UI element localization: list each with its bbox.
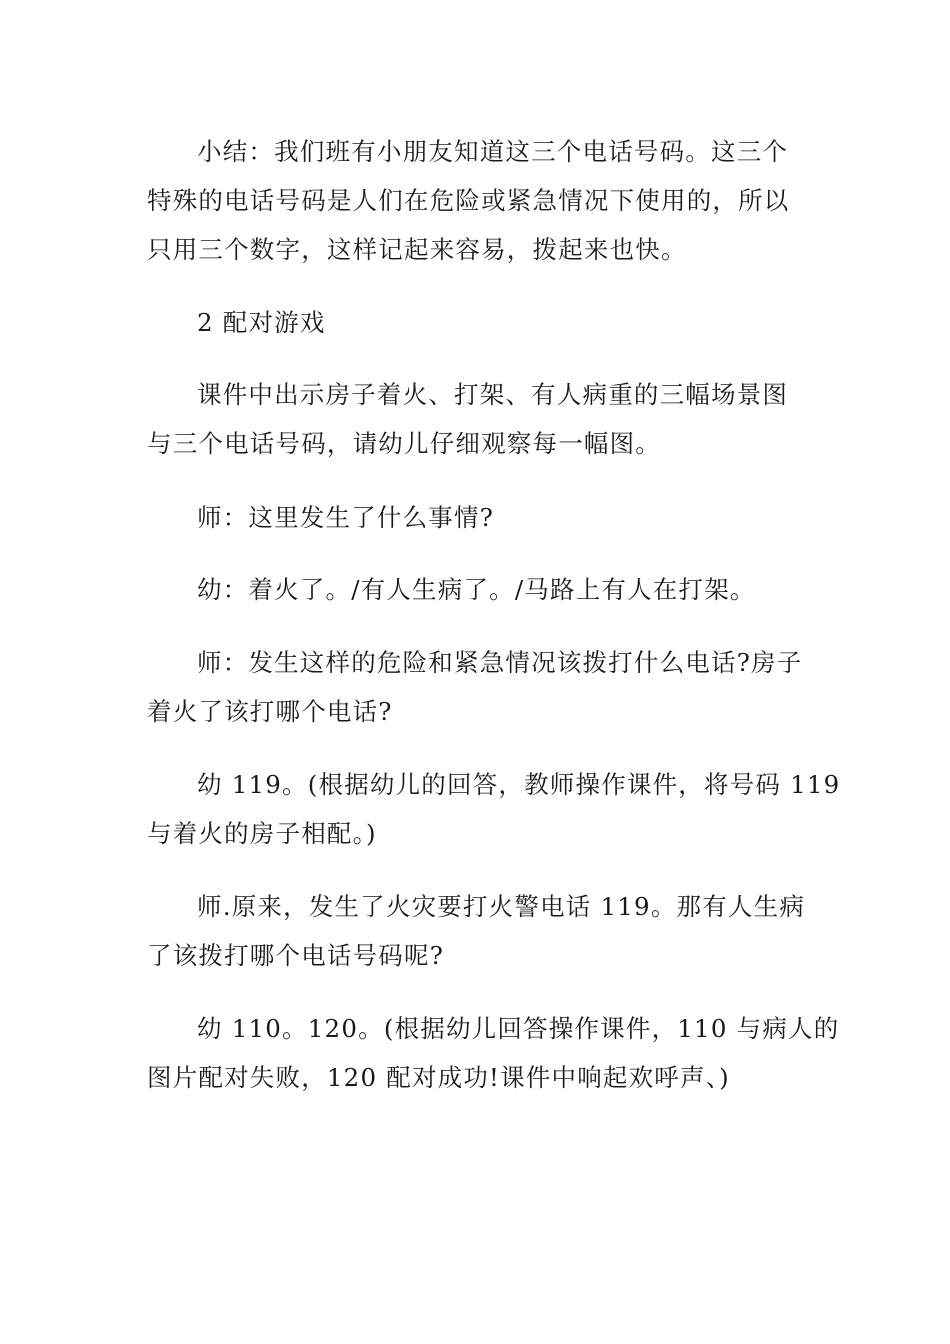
text-line: 幼：着火了。/有人生病了。/马路上有人在打架。 — [197, 575, 756, 604]
child-answer-paragraph — [147, 760, 841, 858]
text-line: 幼 119。(根据幼儿的回答，教师操作课件，将号码 119 — [197, 770, 841, 799]
child-answer-paragraph — [147, 565, 807, 614]
section-heading-matching-game — [147, 298, 807, 347]
text-line: 了该拨打哪个电话号码呢? — [147, 941, 445, 970]
text-line: 师.原来，发生了火灾要打火警电话 119。那有人生病 — [197, 892, 806, 921]
text-line: 着火了该打哪个电话? — [147, 697, 393, 726]
text-line: 2 配对游戏 — [197, 308, 326, 337]
text-line: 师：这里发生了什么事情? — [197, 503, 495, 532]
teacher-question-paragraph — [147, 638, 807, 736]
text-line: 小结：我们班有小朋友知道这三个电话号码。这三个 — [197, 137, 789, 166]
teacher-question-paragraph — [147, 493, 807, 542]
text-line: 与三个电话号码，请幼儿仔细观察每一幅图。 — [147, 429, 661, 458]
summary-paragraph — [147, 127, 807, 274]
text-line: 只用三个数字，这样记起来容易，拨起来也快。 — [147, 235, 687, 264]
text-line: 与着火的房子相配。) — [147, 819, 377, 848]
teacher-question-paragraph — [147, 882, 807, 980]
text-line: 幼 110。120。(根据幼儿回答操作课件，110 与病人的 — [197, 1014, 840, 1043]
courseware-paragraph — [147, 370, 807, 468]
text-line: 图片配对失败，120 配对成功!课件中响起欢呼声、) — [147, 1063, 730, 1092]
text-line: 特殊的电话号码是人们在危险或紧急情况下使用的，所以 — [147, 186, 790, 215]
child-answer-paragraph — [147, 1004, 840, 1102]
text-line: 师：发生这样的危险和紧急情况该拨打什么电话?房子 — [197, 648, 803, 677]
text-line: 课件中出示房子着火、打架、有人病重的三幅场景图 — [197, 380, 789, 409]
